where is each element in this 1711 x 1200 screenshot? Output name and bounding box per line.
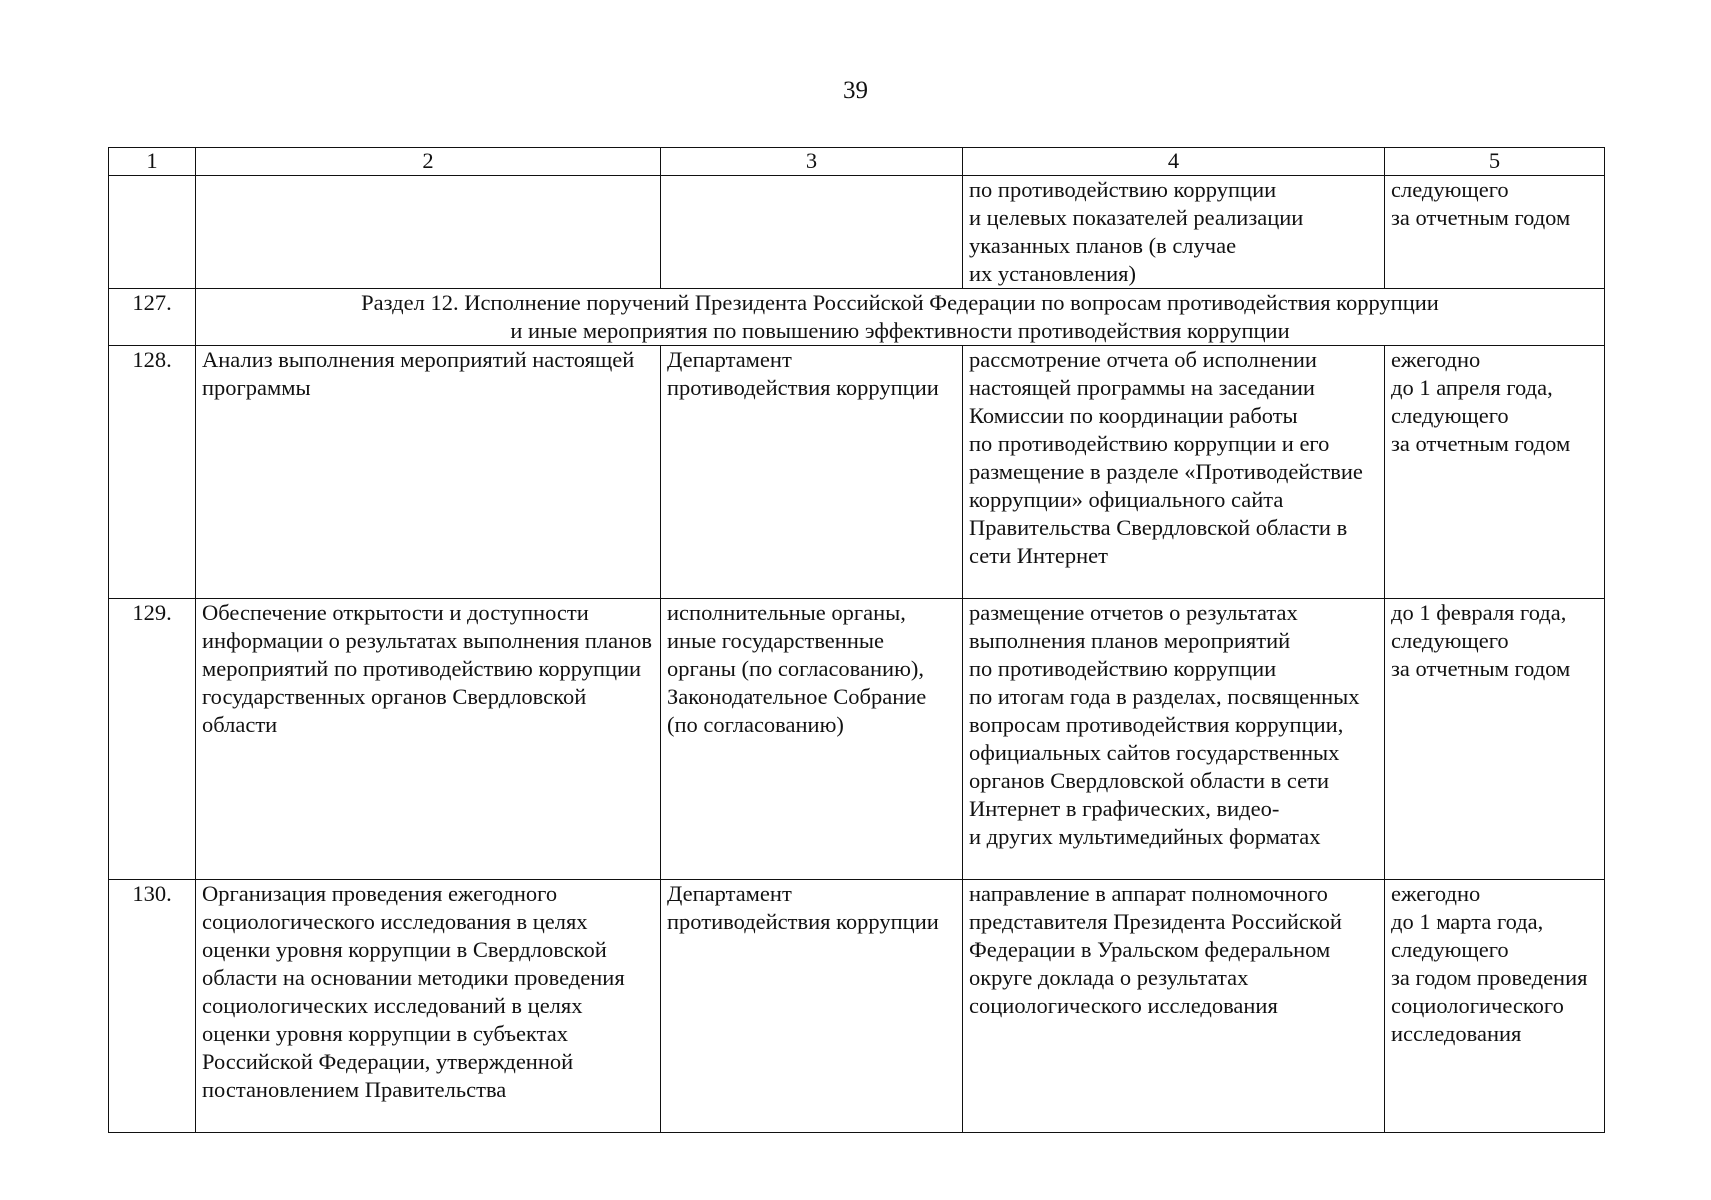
deadline-cell: ежегодно до 1 марта года, следующего за годом проведения социологического исследования — [1385, 880, 1605, 1133]
executor-cell: исполнительные органы, иные государственные органы (по согласованию), Законодательное Собрание (по согласованию) — [661, 599, 963, 880]
executor-cell — [661, 176, 963, 289]
deadline-cell: ежегодно до 1 апреля года, следующего за отчетным годом — [1385, 346, 1605, 599]
table-row — [109, 880, 1605, 1133]
row-number-cell: 130. — [109, 880, 196, 1133]
measure-cell: Обеспечение открытости и доступности информации о результатах выполнения планов мероприятий по противодействию коррупции государственных органов Свердловской области — [196, 599, 661, 880]
executor-cell: Департамент противодействия коррупции — [661, 880, 963, 1133]
table-header-row — [109, 148, 1605, 176]
table-row-section-12 — [109, 289, 1605, 346]
row-number-cell — [109, 176, 196, 289]
page-number: 39 — [843, 77, 868, 104]
column-header-1: 1 — [109, 148, 196, 176]
measures-table — [108, 147, 1605, 1133]
executor-cell: Департамент противодействия коррупции — [661, 346, 963, 599]
indicator-cell: размещение отчетов о результатах выполнения планов мероприятий по противодействию коррупции по итогам года в разделах, посвященных вопросам противодействия коррупции, официальных сайтов государственных органов Свердловской области в сети Интернет в графических, видео- и других мультимедийных форматах — [963, 599, 1385, 880]
column-header-2: 2 — [196, 148, 661, 176]
column-header-5: 5 — [1385, 148, 1605, 176]
indicator-cell: рассмотрение отчета об исполнении настоящей программы на заседании Комиссии по координации работы по противодействию коррупции и его размещение в разделе «Противодействие коррупции» официального сайта Правительства Свердловской области в сети Интернет — [963, 346, 1385, 599]
row-number-cell: 128. — [109, 346, 196, 599]
column-header-3: 3 — [661, 148, 963, 176]
row-number-cell: 129. — [109, 599, 196, 880]
measure-cell — [196, 176, 661, 289]
table-row — [109, 346, 1605, 599]
deadline-cell: следующего за отчетным годом — [1385, 176, 1605, 289]
section-title-cell: Раздел 12. Исполнение поручений Президента Российской Федерации по вопросам противодействия коррупции и иные мероприятия по повышению эффективности противодействия коррупции — [196, 289, 1605, 346]
indicator-cell: по противодействию коррупции и целевых показателей реализации указанных планов (в случае их установления) — [963, 176, 1385, 289]
measure-cell: Организация проведения ежегодного социологического исследования в целях оценки уровня коррупции в Свердловской области на основании методики проведения социологических исследований в целях оценки уровня коррупции в субъектах Российской Федерации, утвержденной постановлением Правительства — [196, 880, 661, 1133]
row-number-cell: 127. — [109, 289, 196, 346]
indicator-cell: направление в аппарат полномочного представителя Президента Российской Федерации в Уральском федеральном округе доклада о результатах социологического исследования — [963, 880, 1385, 1133]
table-row — [109, 599, 1605, 880]
column-header-4: 4 — [963, 148, 1385, 176]
deadline-cell: до 1 февраля года, следующего за отчетным годом — [1385, 599, 1605, 880]
measure-cell: Анализ выполнения мероприятий настоящей программы — [196, 346, 661, 599]
table-row-continuation — [109, 176, 1605, 289]
